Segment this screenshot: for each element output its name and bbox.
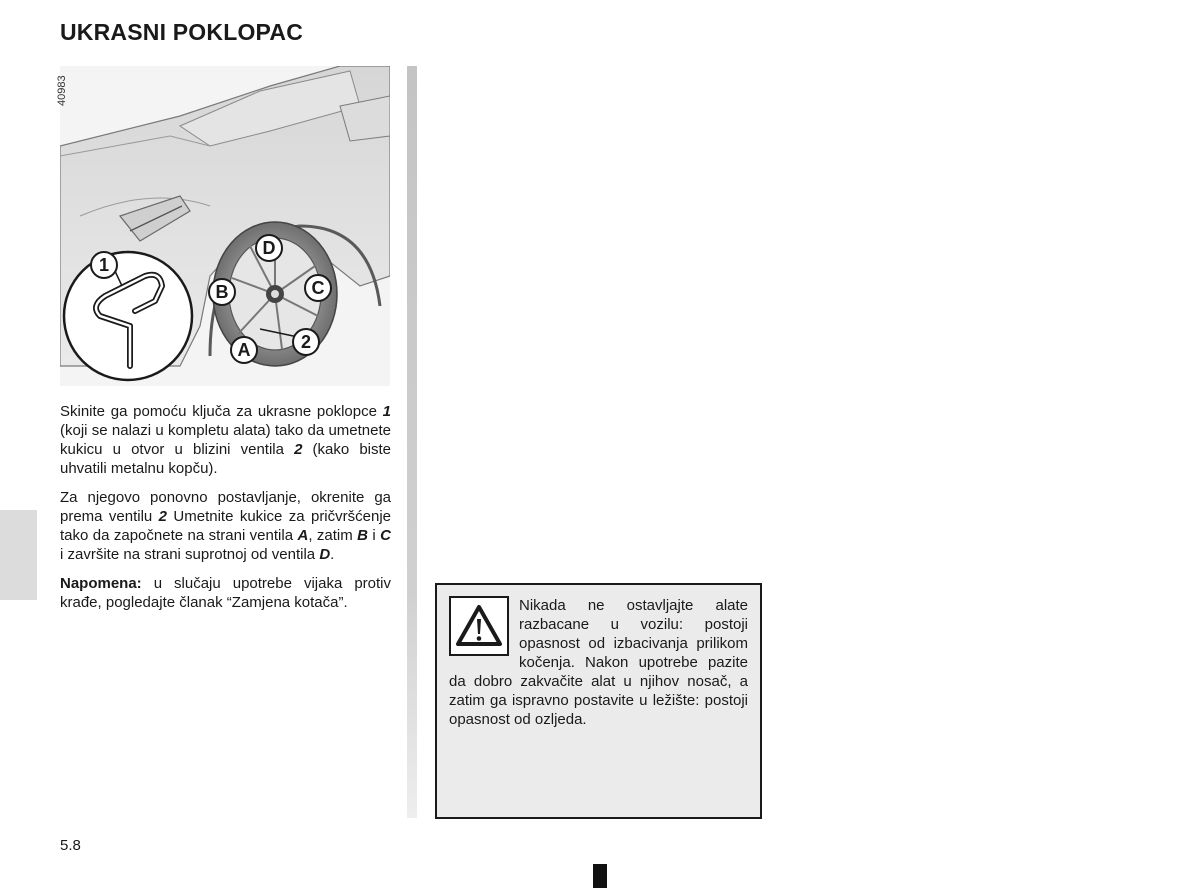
page-number: 5.8 bbox=[60, 837, 81, 854]
ref-d: D bbox=[319, 546, 331, 563]
chapter-side-tab bbox=[0, 510, 37, 600]
ref-a: A bbox=[297, 527, 309, 544]
callout-d: D bbox=[255, 234, 283, 262]
callout-c: C bbox=[304, 274, 332, 302]
instructions-column bbox=[60, 402, 391, 622]
ref-c: C bbox=[380, 527, 392, 544]
warning-triangle-icon bbox=[449, 596, 509, 656]
ref-valve-2: 2 bbox=[294, 441, 303, 458]
note-label: Napomena: bbox=[60, 575, 142, 592]
ref-valve-2: 2 bbox=[158, 508, 168, 525]
warning-text: Nikada ne ostavljajte alate razbacane u vozilu: postoji opasnost od izbacivanja prilikom kočenja. Nakon upotrebe pazite da dobro zakvačite alat u njihov nosač, a zatim ga ispravno postavite u ležište: postoji opasnost od ozljeda. bbox=[449, 597, 748, 728]
ref-key-1: 1 bbox=[382, 403, 391, 420]
figure-code: 40983 bbox=[56, 75, 68, 106]
column-divider-bar bbox=[407, 66, 417, 818]
callout-1: 1 bbox=[90, 251, 118, 279]
warning-box bbox=[435, 583, 762, 819]
page-title: UKRASNI POKLOPAC bbox=[60, 19, 304, 45]
note-paragraph: Napomena: u slučaju upotrebe vijaka protiv krađe, pogledajte članak “Zamjena kotača”. bbox=[60, 575, 391, 611]
ref-b: B bbox=[357, 527, 368, 544]
callout-2: 2 bbox=[292, 328, 320, 356]
callout-a: A bbox=[230, 336, 258, 364]
page-edge-marker bbox=[593, 864, 607, 888]
refitting-paragraph: Za njegovo ponovno postavljanje, okrenite ga prema ventilu 2 Umetnite kukice za pričvršćenje tako da započnete na strani ventila A, zatim B i C i završite na strani suprotnoj od ventila D. bbox=[60, 489, 392, 563]
callout-b: B bbox=[208, 278, 236, 306]
hubcap-removal-illustration bbox=[56, 66, 390, 386]
removal-paragraph: Skinite ga pomoću ključa za ukrasne poklopce 1 (koji se nalazi u kompletu alata) tako da umetnete kukicu u otvor u blizini ventila 2 (kako biste uhvatili metalnu kopču). bbox=[60, 403, 391, 477]
